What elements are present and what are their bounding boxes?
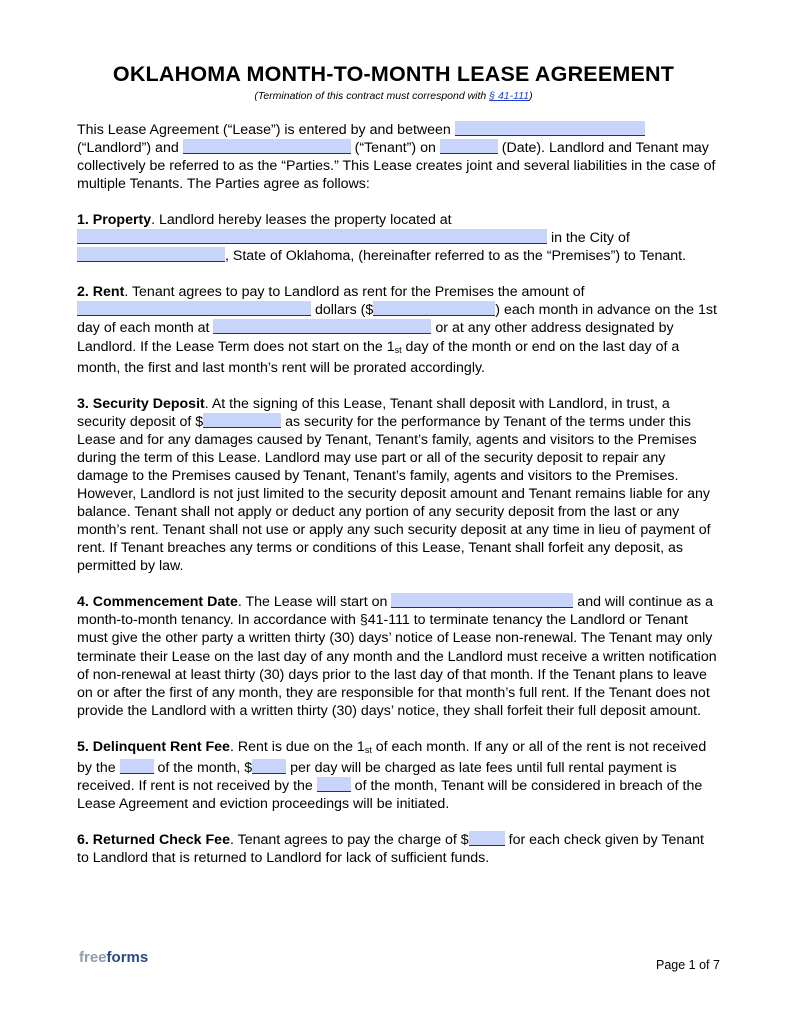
returned-check-text-2: for each check given by Tenant to Landlord that is returned to Landlord for lack of sufficient funds. (77, 831, 704, 866)
property-text-2: in the City of (547, 230, 630, 247)
property-text-1: . Landlord hereby leases the property located at (151, 212, 452, 229)
section-property (77, 211, 717, 265)
section-heading-delinquent-fee: 5. Delinquent Rent Fee (77, 738, 230, 755)
section-heading-rent: 2. Rent (77, 284, 125, 301)
property-address-field[interactable] (77, 229, 547, 244)
rent-text-3: ) each month in advance on the 1st day of each month at (77, 302, 717, 337)
property-text-3: , State of Oklahoma, (hereinafter referred to as the “Premises”) to Tenant. (225, 248, 687, 265)
section-commencement-date (77, 593, 717, 720)
landlord-name-field[interactable] (455, 121, 645, 136)
rent-text-2: dollars ($ (311, 302, 374, 319)
document-body (77, 121, 717, 885)
intro-paragraph (77, 121, 717, 193)
rent-amount-words-field[interactable] (77, 301, 311, 316)
returned-check-text-1: . Tenant agrees to pay the charge of $ (229, 831, 469, 848)
commencement-text-2: and will continue as a month-to-month tenancy. In accordance with §41-111 to terminate tenancy the Landlord or Tenant must give the other party a written thirty (30) days’ notice of Lease non-renewal. The Tenant may only terminate their Lease on the last day of any month and the Landlord must receive a written notification of non-renewal at least thirty (30) days prior to the last day of that month. If the Tenant plans to leave on or after the first of any month, they are responsible for that month’s full rent. If the Tenant does not provide the Landlord with a written thirty (30) days’ notice, they shall forfeit their full deposit amount. (77, 594, 717, 719)
rent-superscript: st (394, 344, 402, 355)
subtitle-suffix: ) (529, 90, 533, 102)
intro-text-2: (“Landlord”) and (77, 140, 183, 157)
intro-text-1: This Lease Agreement (“Lease”) is entered by and between (77, 122, 455, 138)
deposit-text-1: . At the signing of this Lease, Tenant shall deposit with Landlord, in trust, a security deposit of $ (77, 395, 670, 430)
delinquent-superscript: st (364, 744, 372, 755)
start-date-field[interactable] (391, 593, 573, 608)
section-heading-commencement: 4. Commencement Date (77, 594, 238, 611)
section-delinquent-rent-fee (77, 738, 717, 813)
section-returned-check-fee (77, 831, 717, 867)
section-security-deposit (77, 395, 717, 576)
intro-text-4: (Date). Landlord and Tenant may collectively be referred to as the “Parties.” This Lease creates joint and several liabilities in the case of multiple Tenants. The Parties agree as follows: (77, 140, 716, 193)
returned-check-fee-field[interactable] (469, 831, 505, 846)
logo-text-free: free (79, 949, 107, 966)
security-deposit-field[interactable] (203, 413, 281, 428)
delinquent-text-2: of each month. If any or all of the rent is not received by the (77, 738, 707, 776)
late-fee-amount-field[interactable] (252, 759, 286, 774)
intro-text-3: (“Tenant”) on (350, 140, 440, 157)
delinquent-text-4: per day will be charged as late fees until full rental payment is received. If rent is not received by the (77, 759, 677, 794)
rent-text-5: day of the month or end on the last day of a month, the first and last month’s rent will be prorated accordingly. (77, 338, 680, 376)
rent-text-1: . Tenant agrees to pay to Landlord as rent for the Premises the amount of (124, 284, 585, 301)
lease-date-field[interactable] (440, 139, 498, 154)
delinquent-text-1: . Rent is due on the 1 (229, 738, 365, 755)
tenant-name-field[interactable] (183, 139, 351, 154)
statute-link[interactable]: § 41-111 (489, 90, 530, 102)
breach-day-field[interactable] (317, 777, 351, 792)
section-rent (77, 283, 717, 376)
page-number: Page 1 of 7 (656, 958, 720, 972)
rent-amount-field[interactable] (373, 301, 495, 316)
city-field[interactable] (77, 247, 225, 262)
subtitle-prefix: (Termination of this contract must correspond with (254, 90, 490, 102)
section-heading-property: 1. Property (77, 212, 152, 229)
deposit-text-2: as security for the performance by Tenant of the terms under this Lease and for any damages caused by Tenant, Tenant’s family, agents and visitors to the Premises during the term of this Lease. Landlord may use part or all of the security deposit to repair any damage to the Premises caused by Tenant, Tenant’s family, agents and visitors to the Premises. However, Landlord is not just limited to the security deposit amount and Tenant remains liable for any balance. Tenant shall not apply or deduct any portion of any security deposit from the last or any month’s rent. Tenant shall not use or apply any such security deposit at any time in lieu of payment of rent. If Tenant breaches any terms or conditions of this Lease, Tenant shall forfeit any deposit, as permitted by law. (77, 413, 711, 575)
section-heading-returned-check: 6. Returned Check Fee (77, 831, 230, 848)
freeforms-logo (79, 949, 148, 966)
document-subtitle (0, 90, 787, 102)
rent-text-4: or at any other address designated by Landlord. If the Lease Term does not start on the 1 (77, 320, 674, 355)
section-heading-security-deposit: 3. Security Deposit (77, 395, 205, 412)
logo-text-forms: forms (106, 949, 149, 966)
payment-address-field[interactable] (213, 319, 431, 334)
document-title: OKLAHOMA MONTH-TO-MONTH LEASE AGREEMENT (112, 62, 675, 86)
late-day-field[interactable] (120, 759, 154, 774)
delinquent-text-5: of the month, Tenant will be considered in breach of the Lease Agreement and eviction proceedings will be initiated. (77, 777, 703, 812)
delinquent-text-3: of the month, $ (153, 759, 253, 776)
commencement-text-1: . The Lease will start on (237, 594, 392, 611)
